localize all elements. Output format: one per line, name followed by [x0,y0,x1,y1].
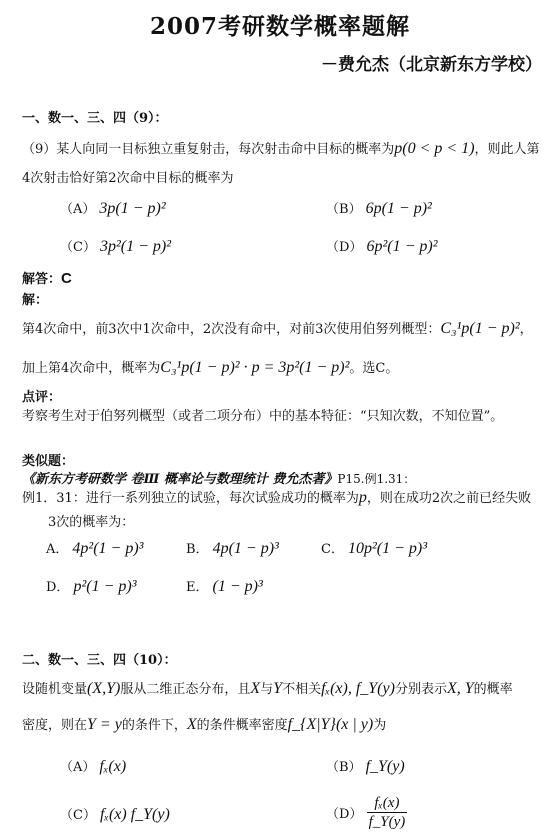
similar-example-math: p [358,489,367,506]
q9-solution-line1 [22,318,533,338]
similar-book-title: 《新东方考研数学 卷Ⅲ 概率论与数理统计 费允杰著》 [22,472,338,487]
q9-comment-text: 考察考生对于伯努列概型（或者二项分布）中的基本特征：“只知次数，不知位置”。 [22,409,504,424]
q9-option-c-math: 3p²(1 − p)² [99,238,171,255]
q10-stem2-m2: X [186,716,197,733]
similar-option-c-label: C． [321,542,344,557]
page-title: 2007考研数学概率题解 [149,13,410,40]
q9-option-a-math: 3p(1 − p)² [99,200,166,217]
q9-heading: 一、数一、三、四（9）： [22,111,168,126]
q10-stem1-m1: (X,Y) [87,680,121,697]
q10-stem1-g: 的概率 [473,682,513,697]
q9-solution-label: 解： [22,293,49,308]
similar-option-a [46,538,143,558]
q9-option-b-label: （B） [326,202,362,217]
q10-option-d-denominator: f_Y(y) [368,814,406,830]
q10-stem2-m1: Y = y [87,716,122,733]
q10-stem-line2 [22,714,386,734]
q10-stem-line1 [22,678,513,698]
similar-option-b-math: 4p(1 − p)³ [212,540,279,557]
q10-stem2-m3: f_{X|Y}(x | y) [287,716,374,733]
q9-solution-line2 [22,357,398,377]
q10-stem2-a: 密度，则在 [22,718,88,733]
q9-comment-label: 点评： [22,390,62,405]
q10-option-c-math: fₓ(x) f_Y(y) [99,806,170,823]
q10-stem1-e: 分别表示 [394,682,447,697]
q9-answer-label: 解答： [22,272,62,287]
q10-option-a [60,756,126,776]
similar-option-e [186,576,263,596]
q9-option-b-math: 6p(1 − p)² [365,200,432,217]
q9-stem-line2: 4次射击恰好第2次命中目标的概率为 [22,171,234,186]
similar-example-tail: ，则在成功2次之前已经失败 [366,491,532,506]
q9-stem-text: （9）某人向同一目标独立重复射击，每次射击命中目标的概率为 [22,142,395,157]
q10-stem1-a: 设随机变量 [22,682,88,697]
q10-stem1-m4: fₓ(x), f_Y(y) [321,680,395,697]
q9-stem-tail: ，则此人第 [474,142,540,157]
q9-option-a [60,198,166,218]
similar-example-line1 [22,487,531,507]
similar-option-c-math: 10p²(1 − p)³ [347,540,427,557]
similar-label: 类似题： [22,454,75,469]
q9-solution-line2-tail: 。选C。 [349,361,399,376]
q10-option-b [326,756,405,776]
similar-book-line [22,468,415,487]
similar-example-line2: 3次的概率为： [48,515,135,530]
similar-option-a-math: 4p²(1 − p)³ [72,540,144,557]
q10-stem1-m2: X [250,680,261,697]
q10-stem1-f: X, Y [446,680,474,697]
q10-heading: 二、数一、三、四（10）： [22,653,177,668]
q10-stem1-m3: Y [273,680,283,697]
q9-option-b [326,198,432,218]
similar-option-e-math: (1 − p)³ [212,578,263,595]
similar-option-b [186,538,279,558]
similar-option-b-label: B． [186,542,209,557]
q9-solution-line1-tail: ， [519,322,533,337]
q10-stem2-d: 为 [373,718,387,733]
q9-solution-line2-text: 加上第4次命中，概率为 [22,361,161,376]
q9-option-a-label: （A） [60,202,96,217]
q10-option-a-label: （A） [60,760,96,775]
q9-solution-line1-text: 第4次命中，前3次中1次命中，2次没有命中，对前3次使用伯努列概型： [22,322,441,337]
similar-option-d-label: D． [46,580,70,595]
similar-ref: P15.例1.31： [337,472,416,486]
q9-solution-line2-math: C₃¹p(1 − p)² · p = 3p²(1 − p)² [160,359,350,376]
q10-option-d-numerator: fₓ(x) [367,794,408,813]
q9-option-d [326,236,437,256]
q10-stem1-d: 不相关 [282,682,322,697]
q9-option-d-math: 6p²(1 − p)² [366,238,438,255]
q10-option-b-math: f_Y(y) [365,758,405,775]
similar-example-text: 例1．31：进行一系列独立的试验，每次试验成功的概率为 [22,491,359,506]
similar-option-a-label: A． [46,542,69,557]
q10-option-c [60,804,170,824]
q10-stem1-b: 服从二维正态分布，且 [120,682,251,697]
q10-option-d-fraction [367,794,408,831]
q10-option-d [326,794,407,831]
q10-option-a-math: fₓ(x) [99,758,127,775]
q10-option-b-label: （B） [326,760,362,775]
q10-stem1-c: 与 [260,682,274,697]
q9-answer [22,268,72,287]
similar-option-c [321,538,427,558]
q10-option-d-label: （D） [326,807,363,822]
similar-option-d-math: p²(1 − p)³ [73,578,137,595]
q10-stem2-c: 的条件概率密度 [196,718,288,733]
q9-option-c [60,236,171,256]
q9-stem-line1 [22,138,540,158]
author-line: －费允杰（北京新东方学校） [321,55,542,75]
q9-stem-math: p(0 < p < 1) [394,140,475,157]
similar-option-d [46,576,136,596]
q9-answer-value: C [61,270,72,287]
similar-option-e-label: E． [186,580,209,595]
q10-option-c-label: （C） [60,808,96,823]
q10-stem2-b: 的条件下， [121,718,187,733]
q9-solution-line1-math: C₃¹p(1 − p)² [440,320,520,337]
q9-option-d-label: （D） [326,240,363,255]
q9-option-c-label: （C） [60,240,96,255]
